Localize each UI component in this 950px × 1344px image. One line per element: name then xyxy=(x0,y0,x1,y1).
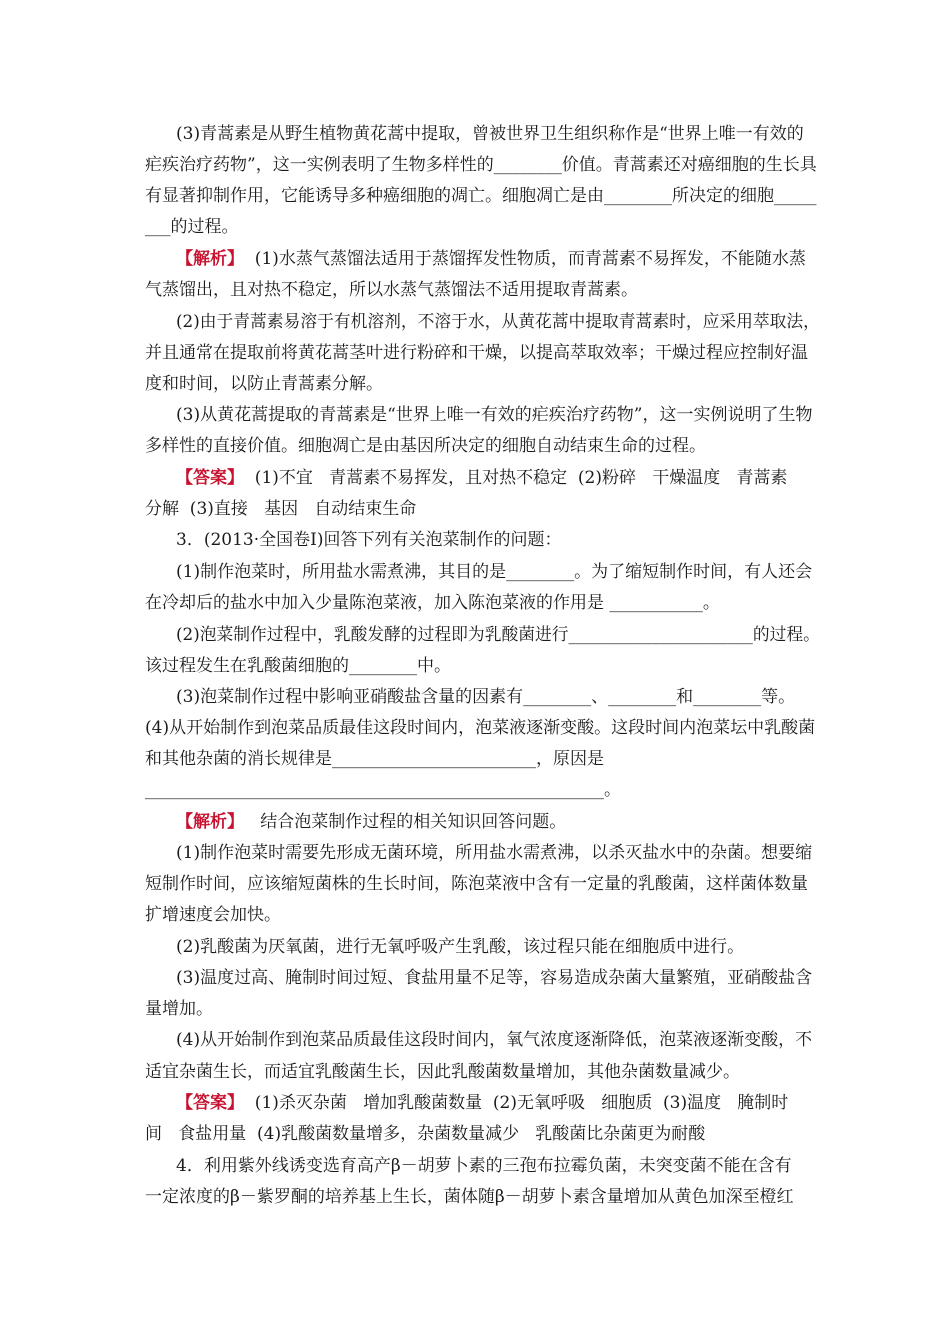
section-label: 【解析】 xyxy=(176,249,244,269)
text-line xyxy=(176,311,820,333)
line-text: (3)从黄花蒿提取的青蒿素是“世界上唯一有效的疟疾治疗药物”，这一实例说明了生物 xyxy=(176,405,813,425)
text-line xyxy=(145,873,808,895)
line-text: ___的过程。 xyxy=(145,217,239,237)
text-line xyxy=(176,936,744,958)
line-text: (1)不宜 青蒿素不易挥发，且对热不稳定 (2)粉碎 干燥温度 青蒿素 xyxy=(244,468,788,488)
text-line xyxy=(145,655,451,677)
line-text: (2)乳酸菌为厌氧菌，进行无氧呼吸产生乳酸，该过程只能在细胞质中进行。 xyxy=(176,937,745,957)
line-text: (3)泡菜制作过程中影响亚硝酸盐含量的因素有________、________和________等。 xyxy=(176,687,796,707)
line-text: (1)制作泡菜时，所用盐水需煮沸，其目的是________。为了缩短制作时间，有人还会 xyxy=(176,562,813,582)
section-label: 【答案】 xyxy=(176,1093,244,1113)
text-line xyxy=(176,686,795,708)
line-text: 多样性的直接价值。细胞凋亡是由基因所决定的细胞自动结束生命的过程。 xyxy=(145,436,706,456)
text-line xyxy=(176,123,804,145)
line-text: (1)水蒸气蒸馏法适用于蒸馏挥发性物质，而青蒿素不易挥发，不能随水蒸 xyxy=(244,249,806,269)
line-text: 在冷却后的盐水中加入少量陈泡菜液，加入陈泡菜液的作用是 ___________。 xyxy=(145,593,720,613)
text-line xyxy=(176,467,787,489)
line-text: (4)从开始制作到泡菜品质最佳这段时间内，泡菜液逐渐变酸。这段时间内泡菜坛中乳酸菌 xyxy=(145,718,816,738)
text-line xyxy=(145,904,281,926)
text-line xyxy=(176,1029,812,1051)
line-text: (2)泡菜制作过程中，乳酸发酵的过程即为乳酸菌进行______________________的过程。 xyxy=(176,625,820,645)
text-line xyxy=(145,498,416,520)
text-line xyxy=(145,717,815,739)
text-line xyxy=(176,967,812,989)
text-line xyxy=(176,529,561,551)
line-text: 分解 (3)直接 基因 自动结束生命 xyxy=(145,499,417,519)
line-text: 疟疾治疗药物”，这一实例表明了生物多样性的________价值。青蒿素还对癌细胞的生长具 xyxy=(145,155,817,175)
line-text: (3)温度过高、腌制时间过短、食盐用量不足等，容易造成杂菌大量繁殖，亚硝酸盐含 xyxy=(176,968,813,988)
line-text: 有显著抑制作用，它能诱导多种癌细胞的凋亡。细胞凋亡是由________所决定的细胞_____ xyxy=(145,186,817,206)
line-text: 该过程发生在乳酸菌细胞的________中。 xyxy=(145,656,451,676)
line-text: (4)从开始制作到泡菜品质最佳这段时间内，氧气浓度逐渐降低，泡菜液逐渐变酸，不 xyxy=(176,1030,813,1050)
text-line xyxy=(145,279,638,301)
text-line xyxy=(176,561,812,583)
text-line xyxy=(176,248,806,270)
line-text: 度和时间，以防止青蒿素分解。 xyxy=(145,374,383,394)
text-line xyxy=(145,592,720,614)
line-text: 量增加。 xyxy=(145,999,213,1019)
line-text: 并且通常在提取前将黄花蒿茎叶进行粉碎和干燥，以提高萃取效率；干燥过程应控制好温 xyxy=(145,343,808,363)
text-line xyxy=(176,1155,792,1177)
line-text: 适宜杂菌生长，而适宜乳酸菌生长，因此乳酸菌数量增加，其他杂菌数量减少。 xyxy=(145,1062,740,1082)
line-text: ______________________________________________________。 xyxy=(145,780,621,800)
text-line xyxy=(145,1186,794,1208)
line-text: (1)杀灭杂菌 增加乳酸菌数量 (2)无氧呼吸 细胞质 (3)温度 腌制时 xyxy=(244,1093,789,1113)
line-text: 和其他杂菌的消长规律是________________________，原因是 xyxy=(145,749,604,769)
line-text: (1)制作泡菜时需要先形成无菌环境，所用盐水需煮沸，以杀灭盐水中的杂菌。想要缩 xyxy=(176,843,813,863)
text-line xyxy=(145,373,383,395)
text-line xyxy=(176,624,820,646)
text-line xyxy=(145,1061,740,1083)
line-text: (3)青蒿素是从野生植物黄花蒿中提取，曾被世界卫生组织称作是“世界上唯一有效的 xyxy=(176,124,804,144)
text-line xyxy=(145,1123,705,1145)
text-line xyxy=(176,842,812,864)
line-text: 气蒸馏出，且对热不稳定，所以水蒸气蒸馏法不适用提取青蒿素。 xyxy=(145,280,638,300)
line-text: 短制作时间，应该缩短菌株的生长时间，陈泡菜液中含有一定量的乳酸菌，这样菌体数量 xyxy=(145,874,808,894)
line-text: (2)由于青蒿素易溶于有机溶剂，不溶于水，从黄花蒿中提取青蒿素时，应采用萃取法， xyxy=(176,312,820,332)
line-text: 3．(2013·全国卷Ⅰ)回答下列有关泡菜制作的问题： xyxy=(176,530,562,550)
section-label: 【答案】 xyxy=(176,468,244,488)
text-line xyxy=(145,998,213,1020)
text-line xyxy=(176,404,812,426)
text-line xyxy=(145,154,817,176)
text-line xyxy=(145,435,706,457)
line-text: 扩增速度会加快。 xyxy=(145,905,281,925)
text-line xyxy=(145,342,808,364)
text-line xyxy=(145,748,604,770)
line-text: 间 食盐用量 (4)乳酸菌数量增多，杂菌数量减少 乳酸菌比杂菌更为耐酸 xyxy=(145,1124,706,1144)
text-line xyxy=(145,185,817,207)
text-line xyxy=(145,779,621,801)
line-text: 一定浓度的β－紫罗酮的培养基上生长，菌体随β－胡萝卜素含量增加从黄色加深至橙红 xyxy=(145,1187,794,1207)
section-label: 【解析】 xyxy=(176,812,244,832)
text-line xyxy=(176,1092,788,1114)
line-text: 结合泡菜制作过程的相关知识回答问题。 xyxy=(244,812,567,832)
line-text: 4．利用紫外线诱变选育高产β－胡萝卜素的三孢布拉霉负菌，未突变菌不能在含有 xyxy=(176,1156,792,1176)
text-line xyxy=(145,216,239,238)
text-line xyxy=(176,811,566,833)
